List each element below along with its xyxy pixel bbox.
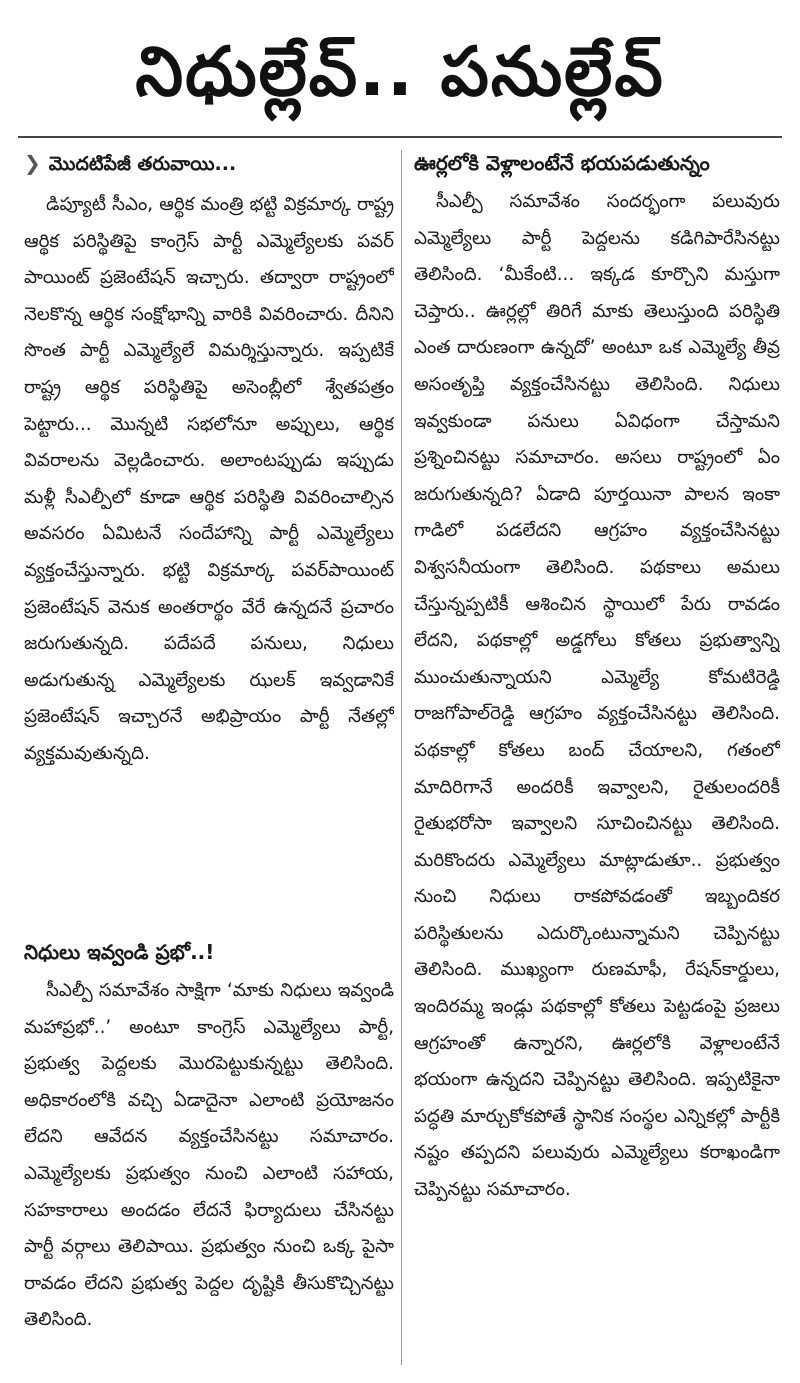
- chevron-right-icon: ❯: [24, 151, 41, 175]
- right-column: [414, 148, 780, 1354]
- section-subhead: నిధులు ఇవ్వండి ప్రభో..!: [24, 940, 215, 964]
- left-column: [24, 148, 394, 1353]
- article-paragraph: డిప్యూటీ సీఎం, ఆర్థిక మంత్రి భట్టి విక్రమార్క రాష్ట్ర ఆర్థిక పరిస్థితిపై కాంగ్రెస్ పార్టీ ఎమ్మెల్యేలకు పవర్ పాయింట్ ప్రజెంటేషన్ ఇచ్చారు. తద్వారా రాష్ట్రంలో నెలకొన్న ఆర్థిక సంక్షోభాన్ని వారికి వివరించారు. దీనిని సొంత పార్టీ ఎమ్మెల్యేలే విమర్శిస్తున్నారు. ఇప్పటికే రాష్ట్ర ఆర్థిక పరిస్థితిపై అసెంబ్లీలో శ్వేతపత్రం పెట్టారు... మొన్నటి సభలోనూ అప్పులు, ఆర్థిక వివరాలను వెల్లడించారు. అలాంటప్పుడు ఇప్పుడు మళ్లీ సీఎల్పీలో కూడా ఆర్థిక పరిస్థితి వివరించాల్సిన అవసరం ఏమిటనే సందేహాన్ని పార్టీ ఎమ్మెల్యేలు వ్యక్తంచేస్తున్నారు. భట్టి విక్రమార్క పవర్‌పాయింట్ ప్రజెంటేషన్ వెనుక అంతరార్థం వేరే ఉన్నదనే ప్రచారం జరుగుతున్నది. పదేపదే పనులు, నిధులు అడుగుతున్న ఎమ్మెల్యేలకు ఝలక్ ఇవ్వడానికే ప్రజెంటేషన్ ఇచ్చారనే అభిప్రాయం పార్టీ నేతల్లో వ్యక్తమవుతున్నది.: [24, 194, 394, 764]
- article-paragraph: సీఎల్పీ సమావేశం సాక్షిగా ‘మాకు నిధులు ఇవ్వండి మహాప్రభో..’ అంటూ కాంగ్రెస్ ఎమ్మెల్యేలు పార్టీ, ప్రభుత్వ పెద్దలకు మొరపెట్టుకున్నట్టు తెలిసింది. అధికారంలోకి వచ్చి ఏడాదైనా ఎలాంటి ప్రయోజనం లేదని ఆవేదన వ్యక్తంచేసినట్టు సమాచారం. ఎమ్మెల్యేలకు ప్రభుత్వం నుంచి ఎలాంటి సహాయ, సహకారాలు అందడం లేదనే ఫిర్యాదులు చేసినట్టు పార్టీ వర్గాలు తెలిపాయి. ప్రభుత్వం నుంచి ఒక్క పైసా రావడం లేదని ప్రభుత్వ పెద్దల దృష్టికి తీసుకొచ్చినట్టు తెలిసింది.: [24, 980, 394, 1331]
- continuation-label: [24, 148, 394, 179]
- column-divider: [401, 150, 402, 1365]
- headline: నిధుల్లేవ్.. పనుల్లేవ్: [135, 33, 665, 112]
- headline-rule: [18, 136, 782, 138]
- continuation-text: మొదటిపేజీ తరువాయి...: [48, 153, 237, 175]
- section-subhead: ఊర్లలోకి వెళ్లాలంటేనే భయపడుతున్నం: [414, 151, 710, 175]
- article-paragraph: సీఎల్పీ సమావేశం సందర్భంగా పలువురు ఎమ్మెల్యేలు పార్టీ పెద్దలను కడిగిపారేసినట్టు తెలిసింది. ‘మీకేంటి... ఇక్కడ కూర్చొని మస్తుగా చెప్తారు.. ఊర్లల్లో తిరిగే మాకు తెలుస్తుంది పరిస్థితి ఎంత దారుణంగా ఉన్నదో’ అంటూ ఒక ఎమ్మెల్యే తీవ్ర అసంతృప్తి వ్యక్తంచేసినట్టు తెలిసింది. నిధులు ఇవ్వకుండా పనులు ఏవిధంగా చేస్తామని ప్రశ్నించినట్టు సమాచారం. అసలు రాష్ట్రంలో ఏం జరుగుతున్నది? ఏడాది పూర్తయినా పాలన ఇంకా గాడిలో పడలేదని ఆగ్రహం వ్యక్తంచేసినట్టు విశ్వసనీయంగా తెలిసింది. పథకాలు అమలు చేస్తున్నప్పటికీ ఆశించిన స్థాయిలో పేరు రావడం లేదని, పథకాల్లో అడ్డగోలు కోతలు ప్రభుత్వాన్ని ముంచుతున్నాయని ఎమ్మెల్యే కోమటిరెడ్డి రాజగోపాల్‌రెడ్డి ఆగ్రహం వ్యక్తంచేసినట్టు తెలిసింది. పథకాల్లో కోతలు బంద్ చేయాలని, గతంలో మాదిరిగానే అందరికీ ఇవ్వాలని, రైతులందరికీ రైతుభరోసా ఇవ్వాలని సూచించినట్టు తెలిసింది. మరికొందరు ఎమ్మెల్యేలు మాట్లాడుతూ.. ప్రభుత్వం నుంచి నిధులు రాకపోవడంతో ఇబ్బందికర పరిస్థితులను ఎదుర్కొంటున్నామని చెప్పినట్టు తెలిసింది. ముఖ్యంగా రుణమాఫీ, రేషన్‌కార్డులు, ఇందిరమ్మ ఇండ్లు పథకాల్లో కోతలు పెట్టడంపై ప్రజలు ఆగ్రహంతో ఉన్నారని, ఊర్లలోకి వెళ్లాలంటేనే భయంగా ఉన్నదని చెప్పినట్టు తెలిసింది. ఇప్పటికైనా పద్ధతి మార్చుకోకపోతే స్థానిక సంస్థల ఎన్నికల్లో పార్టీకి నష్టం తప్పదని పలువురు ఎమ్మెల్యేలు కరాఖండిగా చెప్పినట్టు సమాచారం.: [414, 191, 780, 1201]
